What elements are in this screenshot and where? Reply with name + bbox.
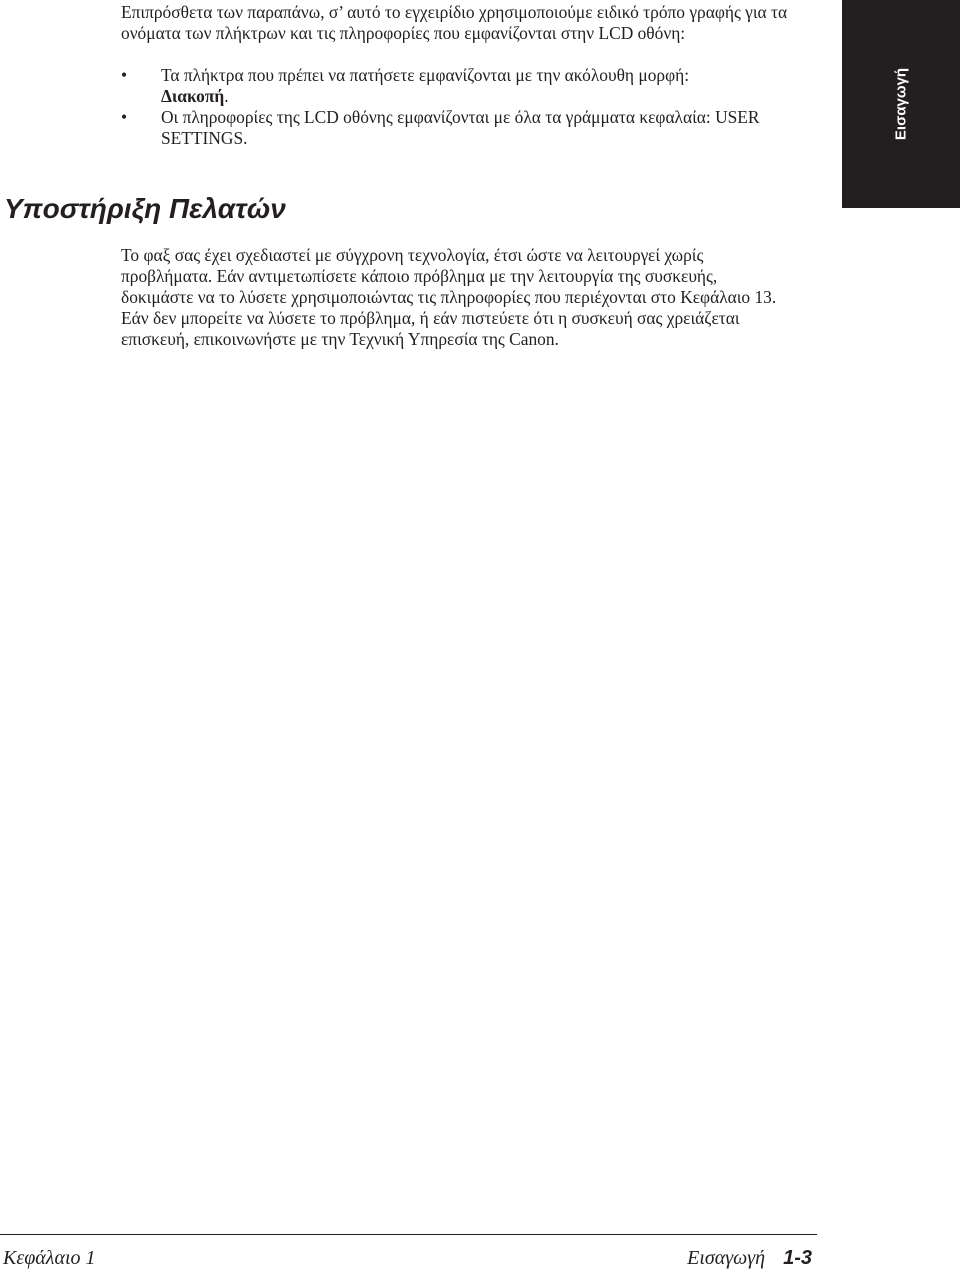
bullet-icon: • xyxy=(121,65,128,85)
conventions-list xyxy=(121,65,821,149)
list-item xyxy=(121,65,821,107)
intro-paragraph: Επιπρόσθετα των παραπάνω, σ’ αυτό το εγχειρίδιο χρησιμοποιούμε ειδικό τρόπο γραφής για τα ονόματα των πλήκτρων και τις πληροφορίες που εμφανίζονται στην LCD οθόνη: xyxy=(121,2,788,43)
page-number: 1-3 xyxy=(783,1247,812,1269)
support-paragraph: Το φαξ σας έχει σχεδιαστεί με σύγχρονη τεχνολογία, έτσι ώστε να λειτουργεί χωρίς προβλήματα. Εάν αντιμετωπίσετε κάποιο πρόβλημα με την λειτουργία της συσκευής, δοκιμάστε να το λύσετε χρησιμοποιώντας τις πληροφορίες που περιέχονται στο Κεφάλαιο 13. Εάν δεν μπορείτε να λύσετε το πρόβλημα, ή εάν πιστεύετε ότι η συσκευή σας χρειάζεται επισκευή, επικοινωνήστε με την Τεχνική Υπηρεσία της Canon. xyxy=(121,245,777,349)
section-title: Υποστήριξη Πελατών xyxy=(4,193,286,224)
list-item xyxy=(121,107,821,149)
footer-section-page xyxy=(687,1246,812,1272)
list-item-suffix: . xyxy=(224,86,229,106)
list-item-text: Οι πληροφορίες της LCD οθόνης εμφανίζονται με όλα τα γράμματα κεφαλαία: USER SETTINGS. xyxy=(161,107,760,148)
chapter-tab-label: Εισαγωγή xyxy=(892,67,910,141)
footer-section-label: Εισαγωγή xyxy=(687,1247,766,1269)
bullet-icon: • xyxy=(121,107,128,127)
footer-chapter-label: Κεφάλαιο 1 xyxy=(3,1247,96,1269)
chapter-tab xyxy=(842,0,960,208)
list-item-text: Τα πλήκτρα που πρέπει να πατήσετε εμφανίζονται με την ακόλουθη μορφή: xyxy=(161,65,690,85)
key-name-example: Διακοπή xyxy=(161,86,225,106)
footer-divider xyxy=(0,1234,817,1235)
